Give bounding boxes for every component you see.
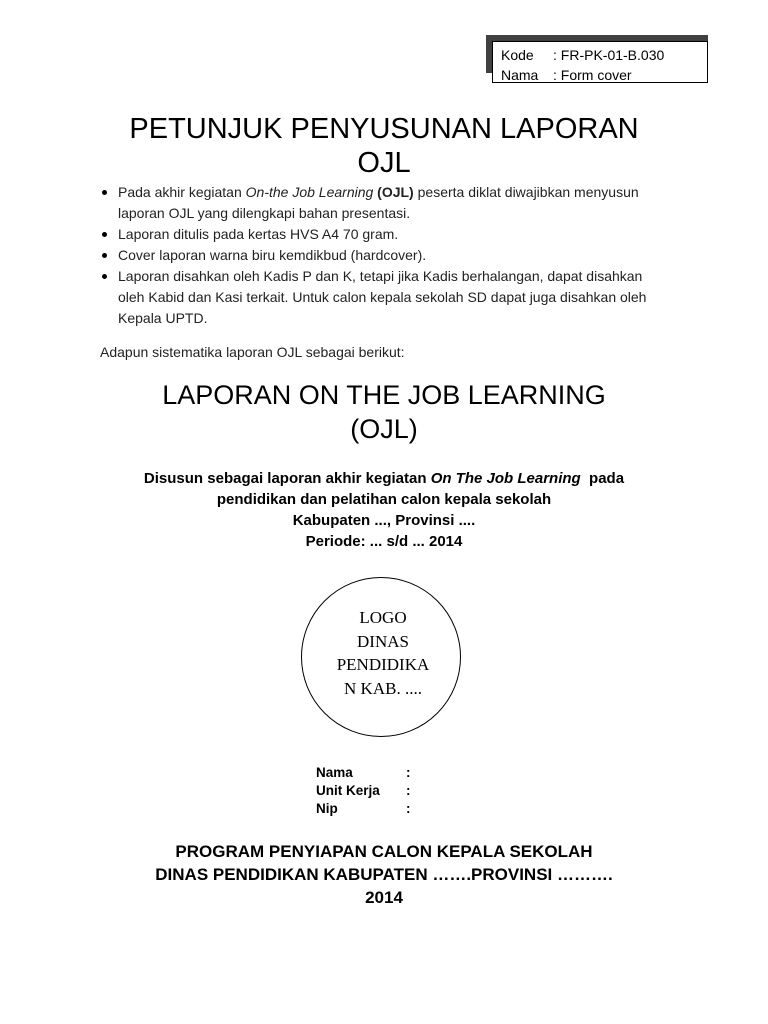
bullet-text: peserta diklat diwajibkan menyusun laporan OJL yang dilengkapi bahan presentasi. <box>118 184 639 221</box>
cover-description-line4: Periode: ... s/d ... 2014 <box>305 533 463 550</box>
instructions-list <box>100 182 660 329</box>
instructions-title-line2: OJL <box>357 147 411 179</box>
cover-description-line1 <box>0 468 768 489</box>
identity-row-nip <box>316 800 411 818</box>
form-code-label: Kode <box>501 47 534 63</box>
bullet-italic-text: On-the Job Learning <box>245 184 374 200</box>
intro-text: Adapun sistematika laporan OJL sebagai berikut: <box>100 344 405 360</box>
cover-description-line2: pendidikan dan pelatihan calon kepala sekolah <box>216 491 552 508</box>
identity-colon: : <box>406 801 411 816</box>
cover-footer <box>0 840 768 909</box>
logo-placeholder-text <box>318 606 448 700</box>
list-item <box>100 245 660 266</box>
form-code-row-kode <box>501 46 664 64</box>
form-code-label: Nama <box>501 67 539 83</box>
identity-row-nama <box>316 764 411 782</box>
cover-title-line2: (OJL) <box>350 414 418 444</box>
cover-title <box>0 378 768 446</box>
form-code-row-nama <box>501 66 632 83</box>
bullet-text: Pada akhir kegiatan <box>118 184 246 200</box>
cover-title-line1: LAPORAN ON THE JOB LEARNING <box>162 380 606 410</box>
bullet-bold-text: (OJL) <box>377 184 414 200</box>
bullet-icon <box>102 190 107 195</box>
bullet-text: Laporan disahkan oleh Kadis P dan K, tetapi jika Kadis berhalangan, dapat disahkan oleh Kabid dan Kasi terkait. Untuk calon kepala sekolah SD dapat juga disahkan oleh Kepala UPTD. <box>118 268 647 326</box>
list-item <box>100 182 660 224</box>
bullet-icon <box>102 253 107 258</box>
list-item <box>100 266 660 329</box>
bullet-icon <box>102 274 107 279</box>
identity-colon: : <box>406 783 411 798</box>
cover-description <box>0 468 768 552</box>
instructions-title <box>0 112 768 180</box>
instructions-title-line1: PETUNJUK PENYUSUNAN LAPORAN <box>129 113 639 145</box>
bullet-text: Laporan ditulis pada kertas HVS A4 70 gram. <box>118 226 399 242</box>
desc-italic-text: On The Job Learning <box>430 470 581 487</box>
identity-fields <box>316 764 411 818</box>
identity-colon: : <box>406 765 411 780</box>
footer-line3: 2014 <box>365 888 403 907</box>
identity-label: Unit Kerja <box>316 783 380 798</box>
identity-label: Nip <box>316 801 338 816</box>
form-code-value: : Form cover <box>553 67 632 83</box>
list-item <box>100 224 660 245</box>
cover-description-line3: Kabupaten ..., Provinsi .... <box>292 512 476 529</box>
form-code-value: : FR-PK-01-B.030 <box>553 47 665 63</box>
logo-text-line: LOGO <box>359 608 407 627</box>
identity-label: Nama <box>316 765 353 780</box>
bullet-text: Cover laporan warna biru kemdikbud (hardcover). <box>118 247 427 263</box>
logo-text-line: DINAS <box>357 631 409 651</box>
desc-text: pada <box>580 470 625 487</box>
form-code-box <box>492 41 708 83</box>
identity-row-unit-kerja <box>316 782 411 800</box>
bullet-icon <box>102 232 107 237</box>
footer-line1: PROGRAM PENYIAPAN CALON KEPALA SEKOLAH <box>175 842 593 861</box>
logo-text-line: N KAB. .... <box>344 678 422 698</box>
footer-line2: DINAS PENDIDIKAN KABUPATEN …….PROVINSI ………. <box>155 865 613 884</box>
desc-text: Disusun sebagai laporan akhir kegiatan <box>143 470 431 487</box>
logo-text-line: PENDIDIKA <box>336 655 430 674</box>
